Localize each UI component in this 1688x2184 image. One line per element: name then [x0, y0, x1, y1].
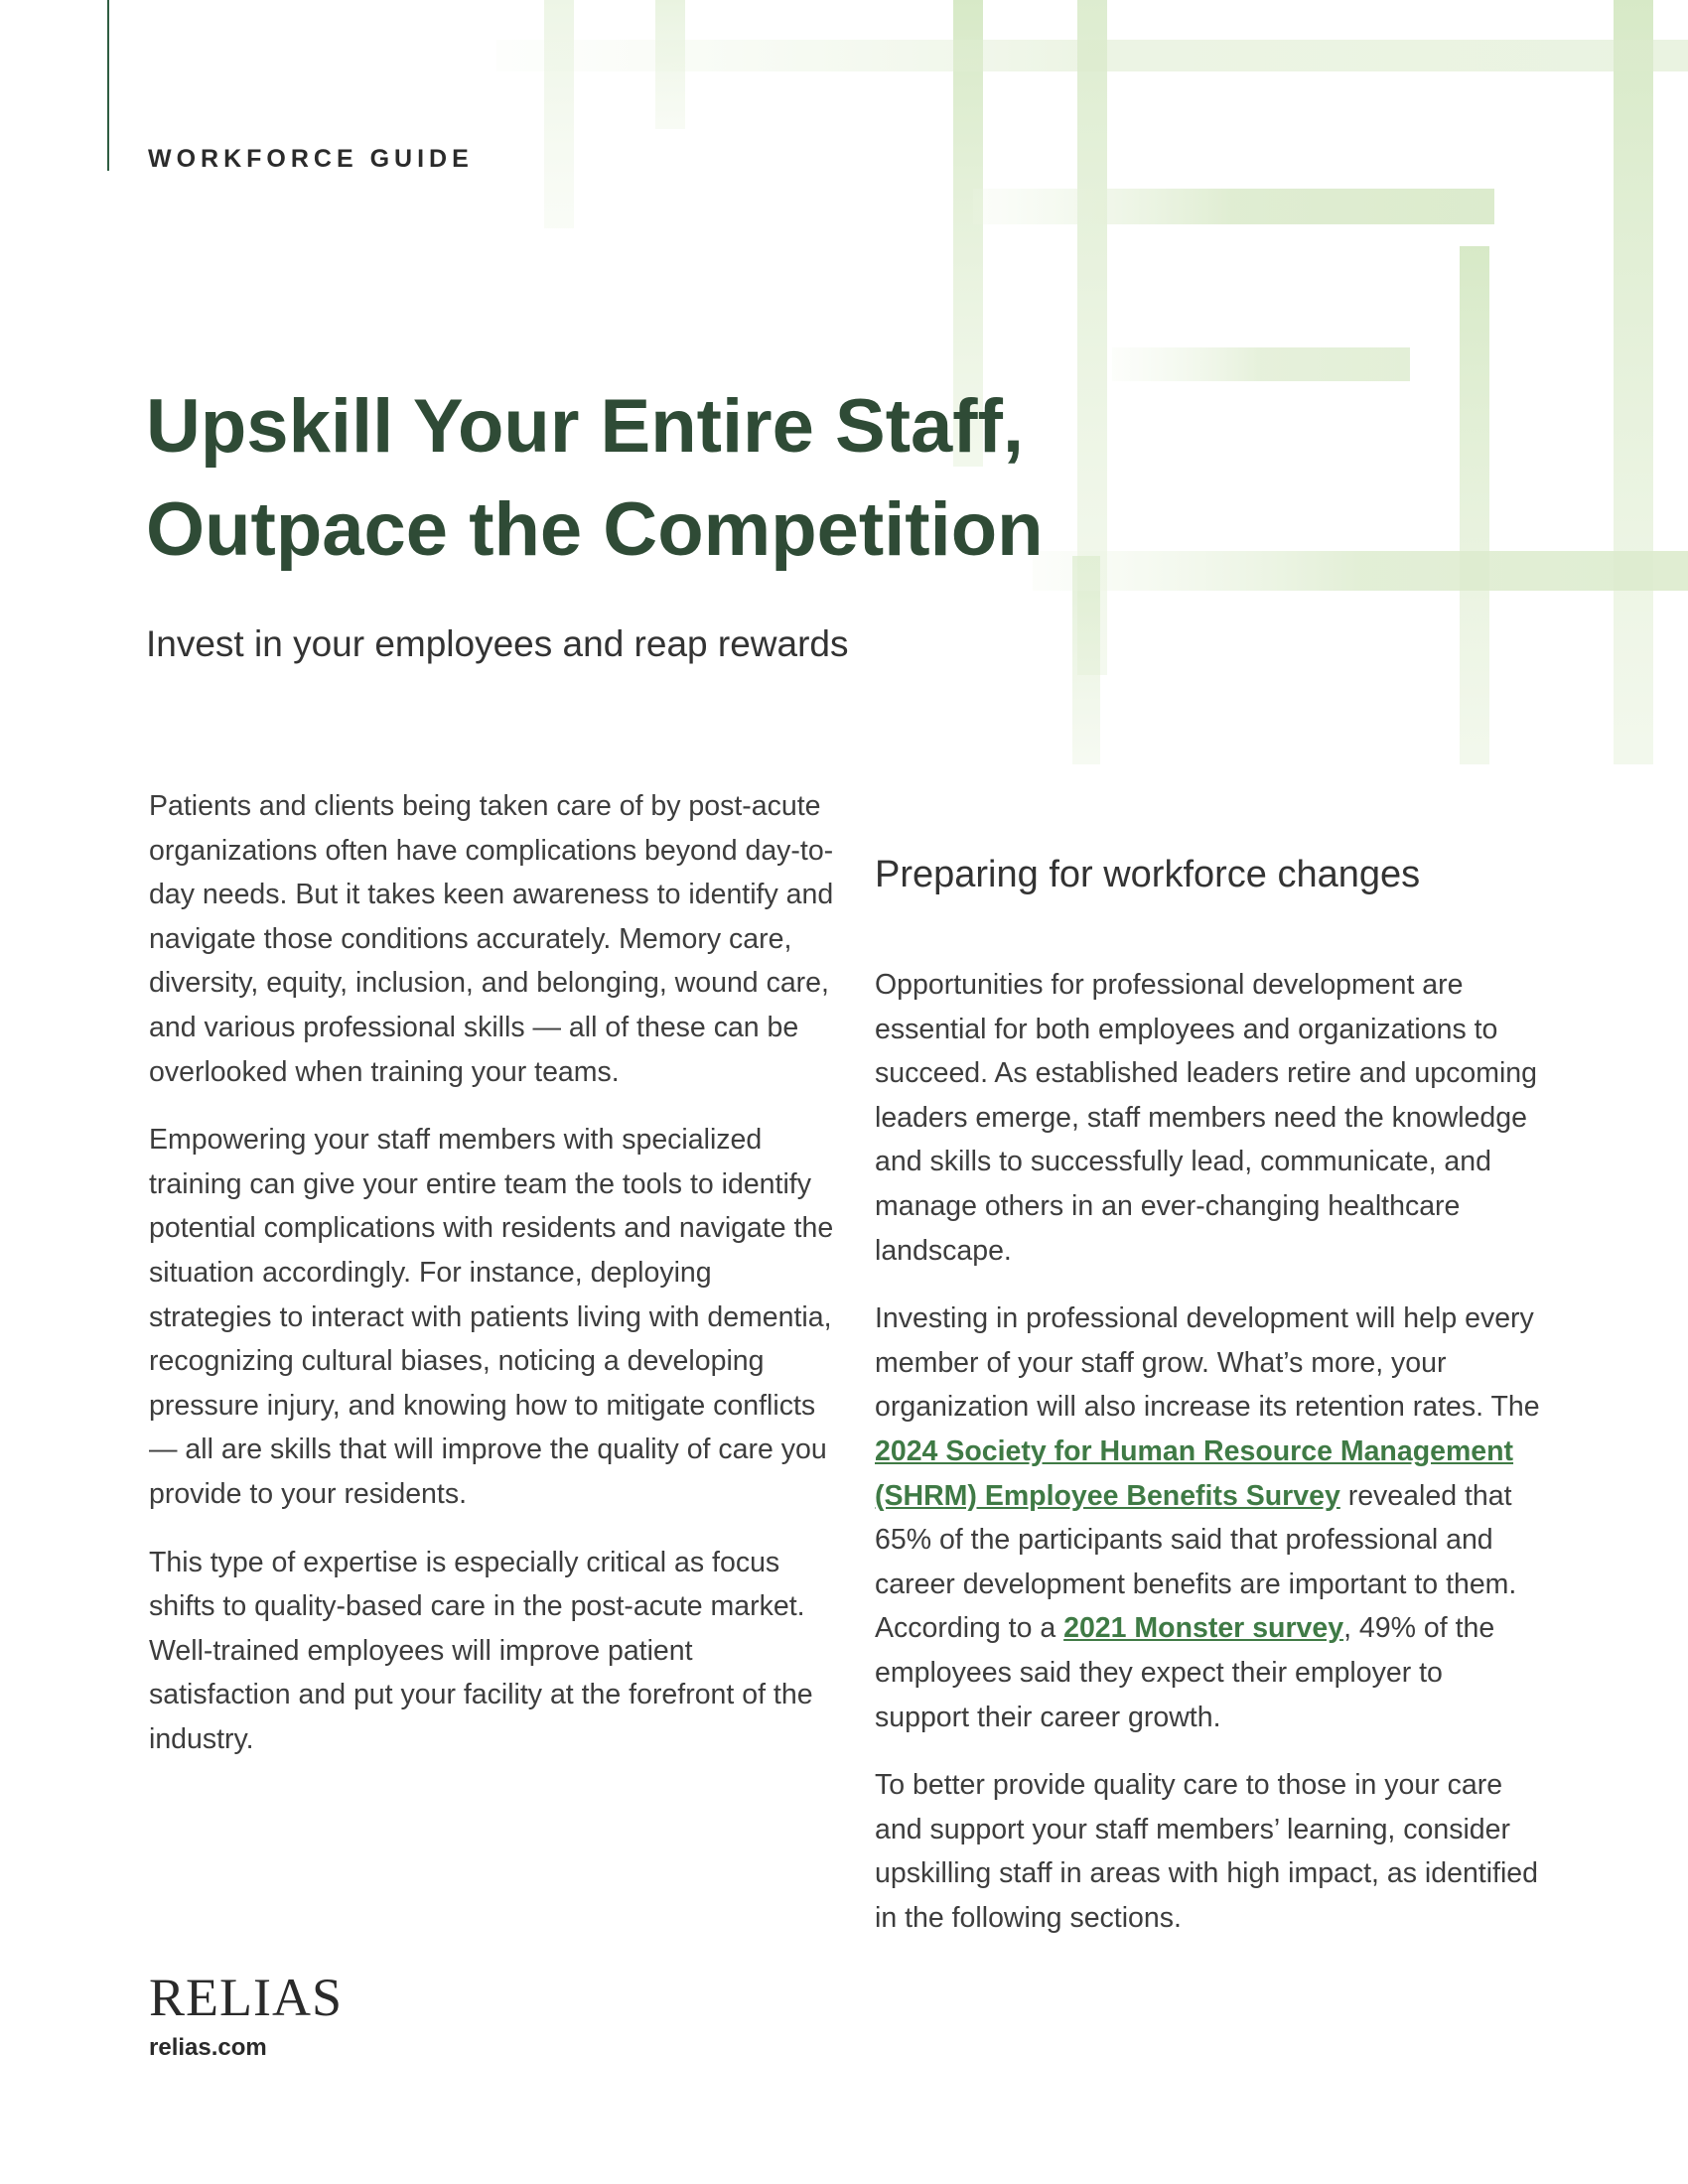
shrm-survey-link[interactable]: 2024 Society for Human Resource Management (SHRM) Employee Benefits Survey: [875, 1434, 1514, 1512]
right-column: [875, 846, 1540, 1964]
left-paragraph-2: Empowering your staff members with specialized training can give your entire team the tools to identify potential complications with residents and navigate the situation accordingly. For instance, deploying strategies to interact with patients living with dementia, recognizing cultural biases, noticing a developing pressure injury, and knowing how to mitigate conflicts — all are skills that will improve the quality of care you provide to your residents.: [149, 1124, 834, 1510]
paragraph-text: Investing in professional development will help every member of your staff grow. What’s more, your organization will also increase its retention rates. The: [875, 1302, 1540, 1424]
page-title: [146, 375, 1139, 582]
left-paragraph-1: Patients and clients being taken care of by post-acute organizations often have complications beyond day-to-day needs. But it takes keen awareness to identify and navigate those conditions accurately. Memory care, diversity, equity, inclusion, and belonging, wound care, and various professional skills — all of these can be overlooked when training your teams.: [149, 790, 834, 1088]
left-column: [149, 784, 834, 1785]
accent-rule: [107, 0, 109, 171]
right-paragraph-3: To better provide quality care to those in your care and support your staff members’ learning, consider upskilling staff in areas with high impact, as identified in the following sections.: [875, 1769, 1538, 1934]
section-heading: Preparing for workforce changes: [875, 854, 1421, 895]
relias-logo: [149, 1968, 343, 2062]
paragraph-text: revealed that 65% of the participants said that professional and career development benefits are important to them. According to a: [875, 1479, 1517, 1645]
eyebrow-label: WORKFORCE GUIDE: [148, 145, 474, 173]
title-line-2: Outpace the Competition: [146, 487, 1044, 572]
logo-wordmark: RELIAS: [149, 1968, 343, 2027]
page-subtitle: Invest in your employees and reap rewards: [146, 623, 849, 664]
title-line-1: Upskill Your Entire Staff,: [146, 384, 1025, 469]
left-paragraph-3: This type of expertise is especially critical as focus shifts to quality-based care in the post-acute market. Well-trained employees will improve patient satisfaction and put your facility at the forefront of the industry.: [149, 1546, 813, 1755]
right-paragraph-1: Opportunities for professional development are essential for both employees and organizations to succeed. As established leaders retire and upcoming leaders emerge, staff members need the knowledge and skills to successfully lead, communicate, and manage others in an ever-changing healthcare landscape.: [875, 969, 1537, 1267]
right-paragraph-2: [875, 1297, 1540, 1739]
paragraph-text: , 49% of the employees said they expect their employer to support their career growth.: [875, 1612, 1495, 1733]
monster-survey-link[interactable]: 2021 Monster survey: [1063, 1612, 1344, 1645]
website-url[interactable]: relias.com: [149, 2034, 267, 2061]
